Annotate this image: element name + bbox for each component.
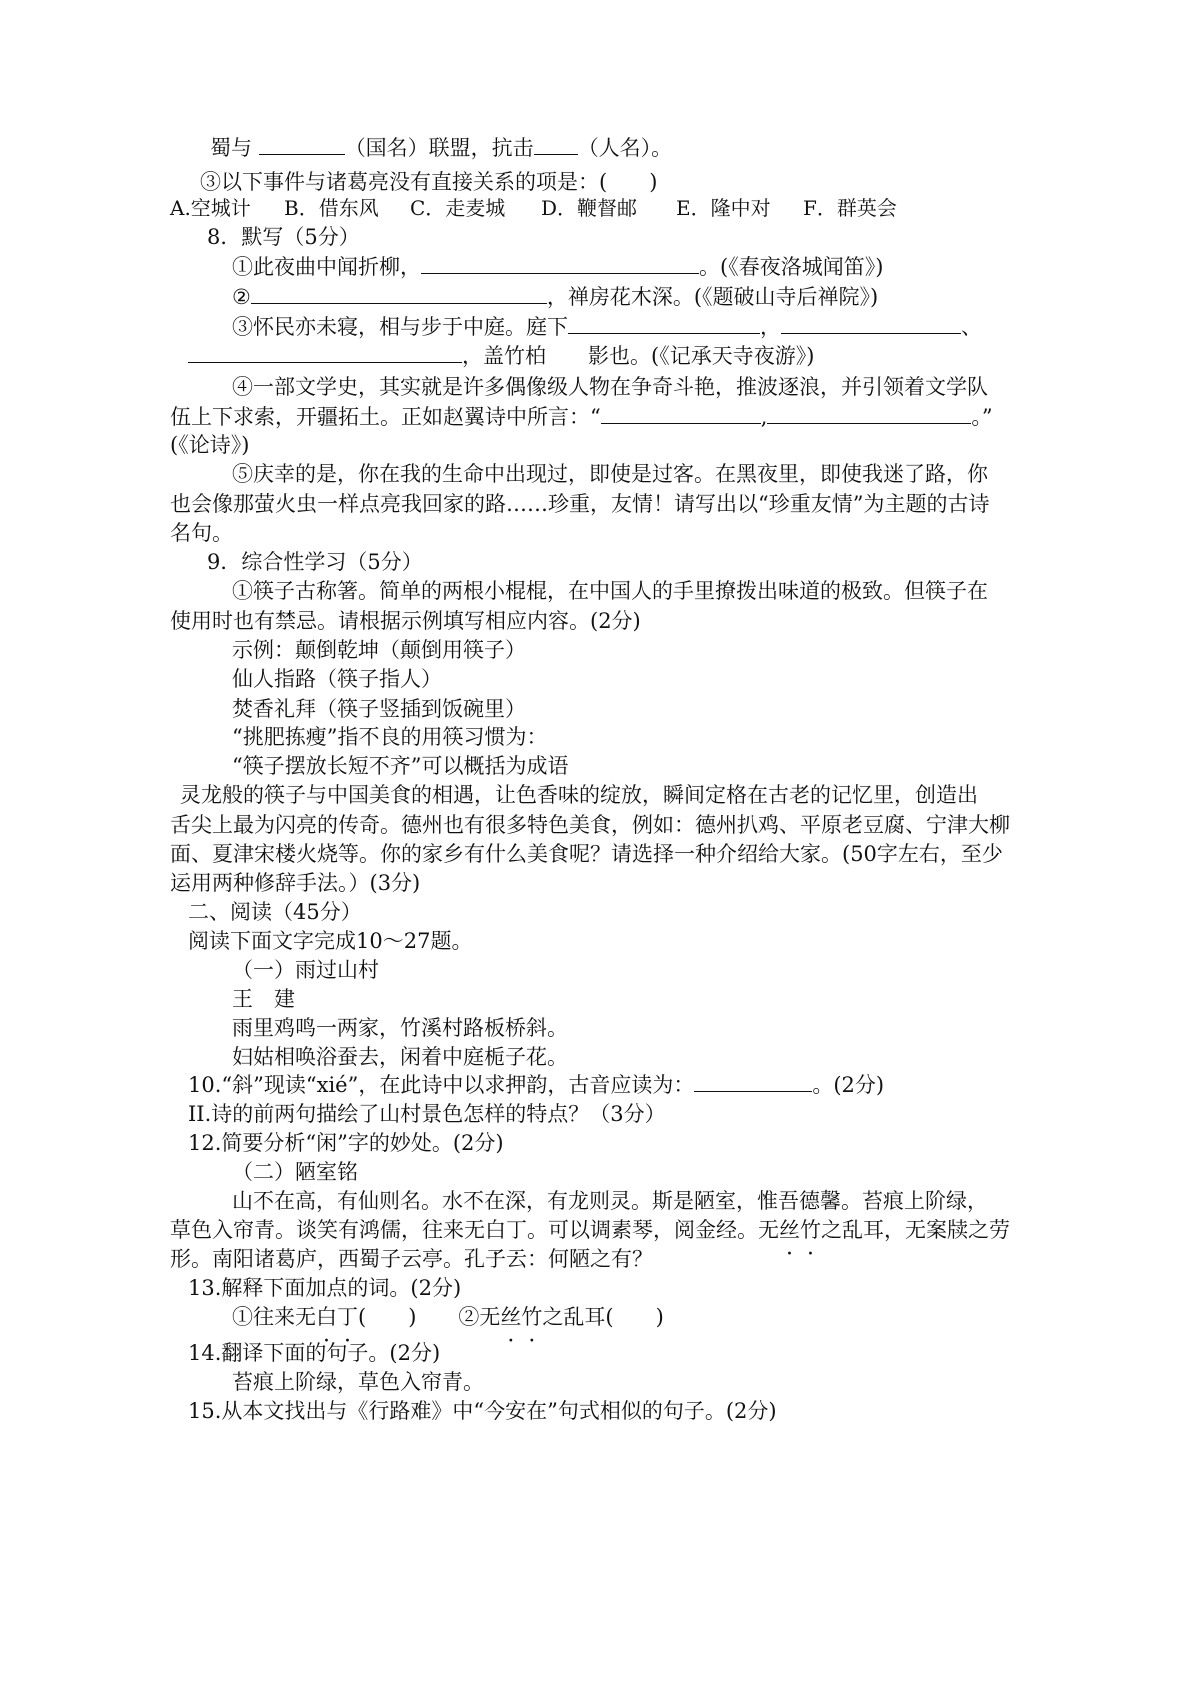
dotted-char: 竹: [800, 1218, 821, 1242]
poem-line-1: 雨里鸡鸣一两家，竹溪村路板桥斜。: [232, 1016, 568, 1040]
q13-items: ①往来无白丁( ) ②无丝竹之乱耳( ): [232, 1301, 664, 1333]
q12: 12.简要分析“闲”字的妙处。(2分): [188, 1131, 504, 1155]
blank-q8-3b[interactable]: [781, 311, 961, 334]
q9-p2-l3: 面、夏津宋楼火烧等。你的家乡有什么美食呢？请选择一种介绍给大家。(50字左右，至少: [170, 842, 1003, 866]
q8-item-3-cont: ，盖竹柏 影也。(《记承天寺夜游》): [188, 340, 814, 372]
dotted-char: 丝: [500, 1305, 522, 1329]
q9-example-2: 仙人指路（筷子指人）: [232, 667, 442, 691]
blank-q8-4b[interactable]: [767, 401, 971, 424]
blank-q8-4a[interactable]: [601, 401, 761, 424]
option-d[interactable]: D．鞭督邮: [541, 196, 638, 220]
blank-q8-3a[interactable]: [568, 311, 760, 334]
q9-p1-l1: ①筷子古称箸。简单的两根小棍棍，在中国人的手里撩拨出味道的极致。但筷子在: [232, 579, 988, 603]
option-b[interactable]: B．借东风: [284, 196, 379, 220]
q8-title: 8．默写（5分）: [207, 225, 360, 249]
q11: II.诗的前两句描绘了山村景色怎样的特点？（3分）: [188, 1102, 666, 1126]
q8-item-5-l3: 名句。: [170, 521, 233, 545]
option-a[interactable]: A.空城计: [170, 196, 251, 220]
q9-p1-l2: 使用时也有禁忌。请根据示例填写相应内容。(2分): [170, 609, 641, 633]
q7-options: [170, 192, 923, 224]
q8-item-5-l2: 也会像那萤火虫一样点亮我回家的路……珍重，友情！请写出以“珍重友情”为主题的古诗: [170, 492, 990, 516]
q8-item-2: ② ，禅房花木深。(《题破山寺后禅院》): [232, 281, 878, 313]
blank-person[interactable]: [534, 132, 578, 155]
dotted-char: 丝: [779, 1218, 800, 1242]
dotted-char: 丁: [337, 1305, 358, 1329]
q10: 10.“斜”现读“xié”，在此诗中以求押韵，古音应读为： 。(2分): [188, 1069, 884, 1101]
dotted-char: 丁: [506, 1218, 527, 1242]
poem-author: 王 建: [232, 987, 295, 1011]
q9-p2-l4: 运用两种修辞手法。）(3分): [170, 871, 421, 895]
q9-p2-l2: 舌尖上最为闪亮的传奇。德州也有很多特色美食，例如：德州扒鸡、平原老豆腐、宁津大柳: [170, 813, 1010, 837]
section-2-intro: 阅读下面文字完成10～27题。: [188, 929, 473, 953]
option-f[interactable]: F．群英会: [803, 196, 897, 220]
text-2-line-2: 草色入帘青。谈笑有鸿儒，往来无白丁。可以调素琴，阅金经。无丝竹之乱耳，无案牍之劳: [170, 1214, 1010, 1246]
q9-p2-l1: 灵龙般的筷子与中国美食的相遇，让色香味的绽放，瞬间定格在古老的记忆里，创造出: [180, 783, 978, 807]
section-2-title: 二、阅读（45分）: [188, 900, 362, 924]
blank-q8-1[interactable]: [421, 251, 699, 274]
text-2-line-3: 形。南阳诸葛庐，西蜀子云亭。孔子云：何陋之有？: [170, 1247, 653, 1271]
q14: 14.翻译下面的句子。(2分): [188, 1341, 441, 1365]
option-c[interactable]: C．走麦城: [410, 196, 506, 220]
blank-country[interactable]: [259, 132, 345, 155]
option-e[interactable]: E．隆中对: [676, 196, 771, 220]
text-2-line-1: 山不在高，有仙则名。水不在深，有龙则灵。斯是陋室，惟吾德馨。苔痕上阶绿，: [232, 1189, 988, 1213]
q8-item-1: ①此夜曲中闻折柳， 。(《春夜洛城闻笛》): [232, 251, 883, 283]
text-2-title: （二）陋室铭: [232, 1160, 358, 1184]
q8-item-4-l2: 伍上下求索，开疆拓土。正如赵翼诗中所言：“ , 。”: [170, 401, 993, 433]
q7-question: ③以下事件与诸葛亮没有直接关系的项是：( ): [200, 170, 658, 194]
q8-item-4-l3: (《论诗》): [170, 433, 250, 457]
poem-line-2: 妇姑相唤浴蚕去，闲着中庭栀子花。: [232, 1045, 568, 1069]
q8-item-5-l1: ⑤庆幸的是，你在我的生命中出现过，即使是过客。在黑夜里，即使我迷了路，你: [232, 462, 988, 486]
poem-title: （一）雨过山村: [232, 958, 379, 982]
dotted-char: 竹: [521, 1305, 543, 1329]
q8-item-3: ③怀民亦未寝，相与步于中庭。庭下 ， 、: [232, 311, 982, 343]
dotted-char: 白: [316, 1305, 337, 1329]
q9-example-4: “挑肥拣瘦”指不良的用筷习惯为：: [232, 725, 548, 749]
q8-item-4-l1: ④一部文学史，其实就是许多偶像级人物在争奇斗艳，推波逐浪，并引领着文学队: [232, 375, 988, 399]
q9-example-1: 示例：颠倒乾坤（颠倒用筷子）: [232, 638, 526, 662]
dotted-char: 白: [485, 1218, 506, 1242]
blank-q8-2[interactable]: [251, 281, 547, 304]
blank-q10[interactable]: [694, 1069, 812, 1092]
blank-q8-3c[interactable]: [188, 340, 462, 363]
q9-example-3: 焚香礼拜（筷子竖插到饭碗里）: [232, 697, 526, 721]
q13: 13.解释下面加点的词。(2分): [188, 1276, 462, 1300]
q9-example-5: “筷子摆放长短不齐”可以概括为成语: [232, 754, 569, 778]
q15: 15.从本文找出与《行路难》中“今安在”句式相似的句子。(2分): [188, 1399, 777, 1423]
q14-sentence: 苔痕上阶绿，草色入帘青。: [232, 1370, 484, 1394]
q9-title: 9．综合性学习（5分）: [207, 550, 423, 574]
q7-line-1: 蜀与 （国名）联盟，抗击 （人名）。: [210, 132, 672, 164]
